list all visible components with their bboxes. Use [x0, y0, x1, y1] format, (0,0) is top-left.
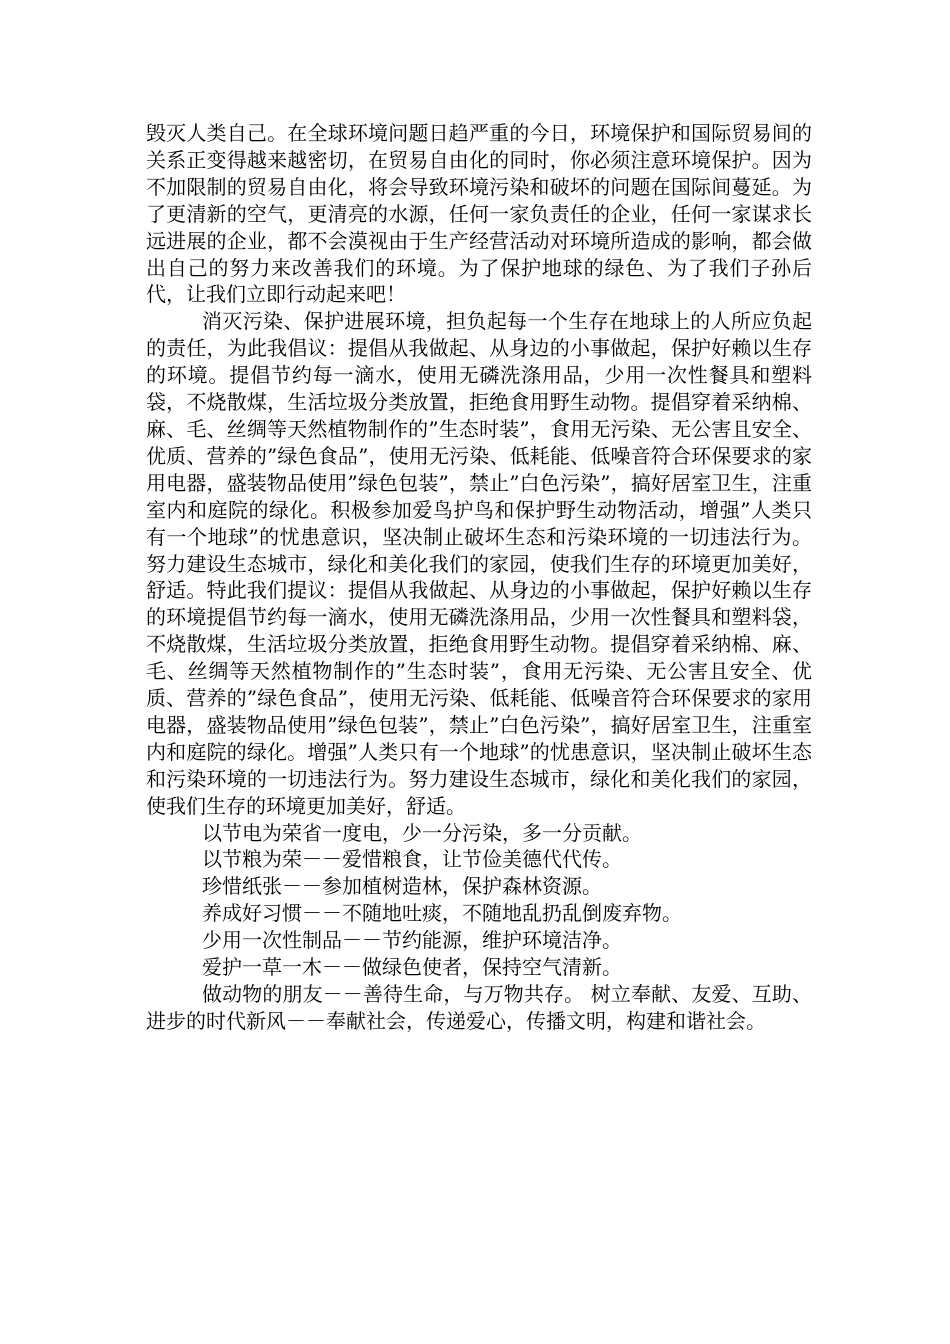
slogan-good-habits: 养成好习惯－－不随地吐痰，不随地乱扔乱倒废弃物。 — [202, 901, 682, 926]
slogan-protect-plants: 爱护一草一木－－做绿色使者，保持空气清新。 — [202, 955, 622, 980]
slogan-less-disposables: 少用一次性制品－－节约能源，维护环境洁净。 — [202, 928, 622, 953]
slogan-save-electricity: 以节电为荣省一度电，少一分污染，多一分贡献。 — [202, 820, 642, 845]
slogan-save-paper: 珍惜纸张－－参加植树造林，保护森林资源。 — [202, 874, 602, 899]
paragraph-proposal: 消灭污染、保护进展环境，担负起每一个生存在地球上的人所应负起的责任，为此我倡议：提倡从我做起、从身边的小事做起，保护好赖以生存的环境。提倡节约每一滴水，使用无磷洗涤用品，少用一次性餐具和塑料袋，不烧散煤，生活垃圾分类放置，拒绝食用野生动物。提倡穿着采纳棉、麻、毛、丝绸等天然植物制作的”生态时装”，食用无污染、无公害且安全、优质、营养的”绿色食品”，使用无污染、低耗能、低噪音符合环保要求的家用电器，盛装物品使用”绿色包装”，禁止”白色污染”，搞好居室卫生，注重室内和庭院的绿化。积极参加爱鸟护鸟和保护野生动物活动，增强”人类只有一个地球”的忧患意识，坚决制止破坏生态和污染环境的一切违法行为。努力建设生态城市，绿化和美化我们的家园，使我们生存的环境更加美好，舒适。特此我们提议：提倡从我做起、从身边的小事做起，保护好赖以生存的环境提倡节约每一滴水，使用无磷洗涤用品，少用一次性餐具和塑料袋，不烧散煤，生活垃圾分类放置，拒绝食用野生动物。提倡穿着采纳棉、麻、毛、丝绸等天然植物制作的”生态时装”，食用无污染、无公害且安全、优质、营养的”绿色食品”，使用无污染、低耗能、低噪音符合环保要求的家用电器，盛装物品使用”绿色包装”，禁止”白色污染”，搞好居室卫生，注重室内和庭院的绿化。增强”人类只有一个地球”的忧患意识，坚决制止破坏生态和污染环境的一切违法行为。努力建设生态城市，绿化和美化我们的家园，使我们生存的环境更加美好，舒适。 — [146, 309, 812, 818]
paragraph-continuation: 毁灭人类自己。在全球环境问题日趋严重的今日，环境保护和国际贸易间的关系正变得越来越密切，在贸易自由化的同时，你必须注意环境保护。因为不加限制的贸易自由化，将会导致环境污染和破坏的问题在国际间蔓延。为了更清新的空气，更清亮的水源，任何一家负责任的企业，任何一家谋求长远进展的企业，都不会漠视由于生产经营活动对环境所造成的影响，都会做出自己的努力来改善我们的环境。为了保护地球的绿色、为了我们子孙后代，让我们立即行动起来吧！ — [146, 121, 812, 307]
slogan-animal-friends: 做动物的朋友－－善待生命，与万物共存。 树立奉献、友爱、互助、进步的时代新风－－奉献社会，传递爱心，传播文明，构建和谐社会。 — [146, 982, 812, 1033]
slogan-save-food: 以节粮为荣－－爱惜粮食，让节俭美德代代传。 — [202, 847, 622, 872]
document-body — [146, 120, 812, 1035]
